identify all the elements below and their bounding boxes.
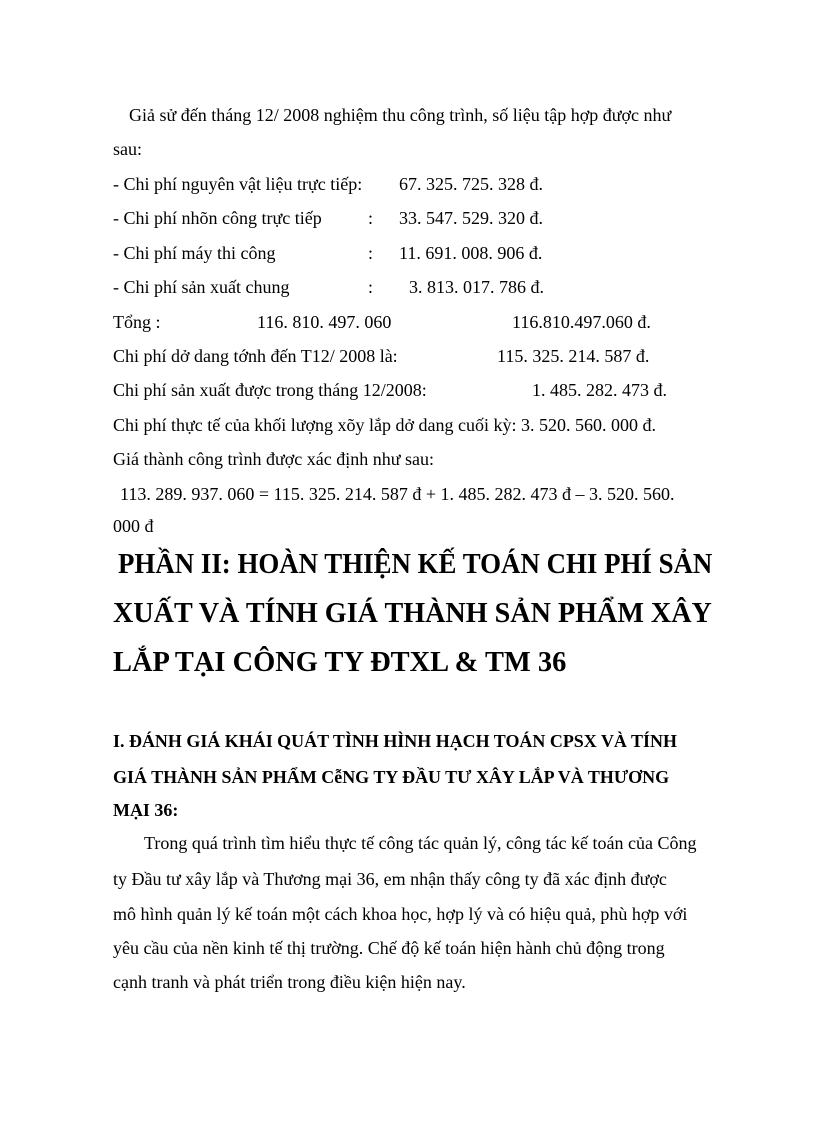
formula-line-1: 113. 289. 937. 060 = 115. 325. 214. 587 đ + 1. 485. 282. 473 đ – 3. 520. 560. xyxy=(120,484,675,504)
cost-label-materials: - Chi phí nguyên vật liệu trực tiếp: xyxy=(113,174,363,194)
total-label: Tổng : xyxy=(113,312,161,332)
body-line-5: cạnh tranh và phát triển trong điều kiện hiện nay. xyxy=(113,972,466,992)
section-1-heading-line-1: I. ĐÁNH GIÁ KHÁI QUÁT TÌNH HÌNH HẠCH TOÁN CPSX VÀ TÍNH xyxy=(113,731,677,751)
cost-separator-machine: : xyxy=(368,243,374,263)
section-1-heading-line-2: GIÁ THÀNH SẢN PHẨM CễNG TY ĐẦU TƯ XÂY LẮP VÀ THƯƠNG xyxy=(113,767,670,787)
intro-line-2: sau: xyxy=(113,139,142,159)
body-line-3: mô hình quản lý kế toán một cách khoa học, hợp lý và có hiệu quả, phù hợp với xyxy=(113,904,688,924)
period-cost-label: Chi phí sản xuất được trong tháng 12/2008: xyxy=(113,380,427,400)
cost-separator-overhead: : xyxy=(368,277,374,297)
intro-line-1: Giả sử đến tháng 12/ 2008 nghiệm thu công trình, số liệu tập hợp được như xyxy=(129,105,672,125)
part-2-heading-line-3: LẮP TẠI CÔNG TY ĐTXL & TM 36 xyxy=(113,647,567,678)
cost-value-machine: 11. 691. 008. 906 đ. xyxy=(399,243,543,263)
wip-opening-label: Chi phí dở dang tớnh đến T12/ 2008 là: xyxy=(113,346,398,366)
cost-value-labor: 33. 547. 529. 320 đ. xyxy=(399,208,543,228)
cost-label-overhead: - Chi phí sản xuất chung xyxy=(113,277,290,297)
cost-label-machine: - Chi phí máy thi công xyxy=(113,243,276,263)
part-2-heading-line-2: XUẤT VÀ TÍNH GIÁ THÀNH SẢN PHẨM XÂY xyxy=(113,598,712,629)
formula-line-2: 000 đ xyxy=(113,516,154,536)
wip-closing-line: Chi phí thực tế của khối lượng xõy lắp dở dang cuối kỳ: 3. 520. 560. 000 đ. xyxy=(113,415,656,435)
total-value: 116. 810. 497. 060 xyxy=(257,312,392,332)
part-2-heading-line-1: PHẦN II: HOÀN THIỆN KẾ TOÁN CHI PHÍ SẢN xyxy=(118,549,713,580)
body-line-2: ty Đầu tư xây lắp và Thương mại 36, em nhận thấy công ty đã xác định được xyxy=(113,869,667,889)
cost-value-materials: 67. 325. 725. 328 đ. xyxy=(399,174,543,194)
formula-intro: Giá thành công trình được xác định như sau: xyxy=(113,449,434,469)
cost-value-overhead: 3. 813. 017. 786 đ. xyxy=(409,277,544,297)
period-cost-value: 1. 485. 282. 473 đ. xyxy=(532,380,667,400)
total-value-repeat: 116.810.497.060 đ. xyxy=(512,312,651,332)
section-1-heading-line-3: MẠI 36: xyxy=(113,800,179,820)
body-line-1: Trong quá trình tìm hiểu thực tế công tác quản lý, công tác kế toán của Công xyxy=(144,833,697,853)
cost-separator-labor: : xyxy=(368,208,374,228)
wip-opening-value: 115. 325. 214. 587 đ. xyxy=(497,346,650,366)
cost-label-labor: - Chi phí nhõn công trực tiếp xyxy=(113,208,322,228)
body-line-4: yêu cầu của nền kinh tế thị trường. Chế độ kế toán hiện hành chủ động trong xyxy=(113,938,665,958)
